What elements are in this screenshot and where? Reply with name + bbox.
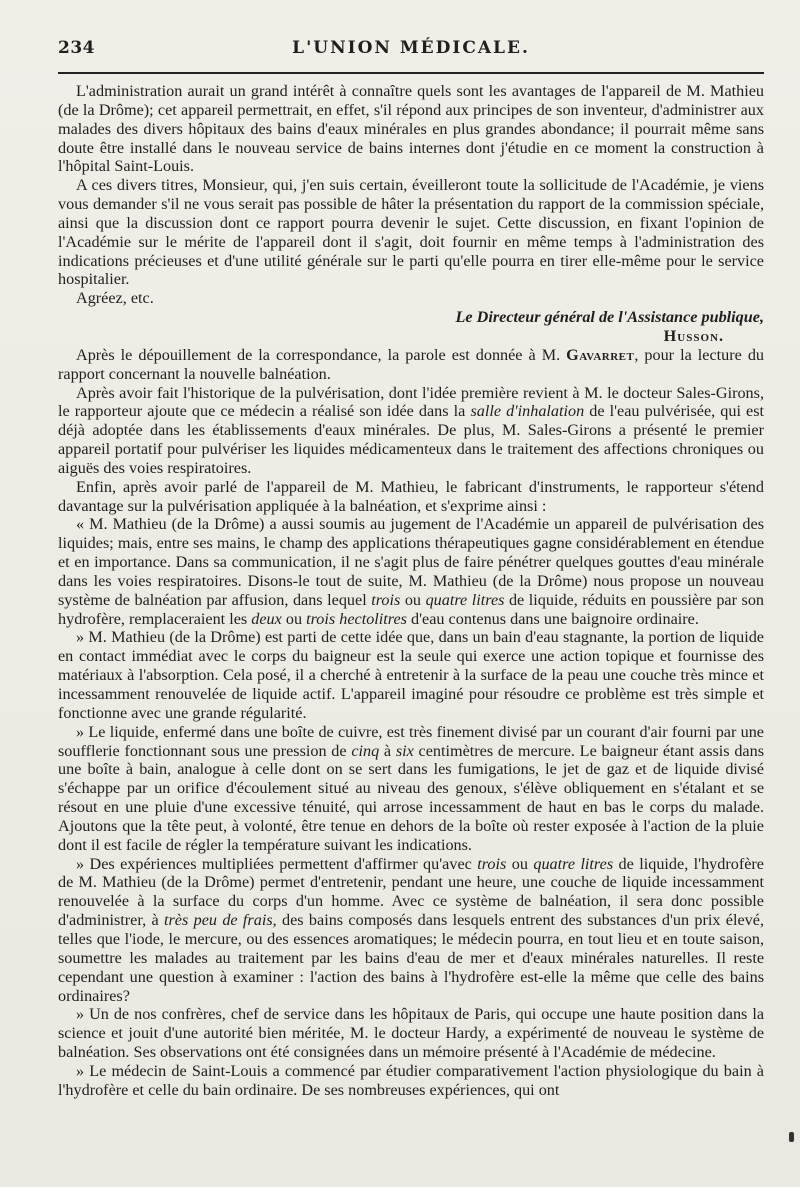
quoted-paragraph [58, 855, 764, 1006]
text-run: » Le liquide, enfermé dans une boîte de cuivre, est très finement divisé par un courant d'air fourni par une soufflerie fonctionnant sous une pression de [58, 722, 764, 760]
speaker-name: Gavarret [566, 345, 635, 364]
text-run: de liquide, l'hydrofère de M. Mathieu (de la Drôme) permet d'entretenir, pendant une heure, une couche de liquide incessamment renouvelée à la surface du corps d'un homme. Avec ce système de balnéation, il sera donc possible d'administrer, à [58, 854, 764, 930]
page-number: 234 [58, 38, 95, 58]
running-head: L'UNION MÉDICALE. [292, 38, 530, 58]
paragraph [58, 384, 764, 478]
emphasis: trois [371, 590, 401, 609]
emphasis: trois [477, 854, 507, 873]
emphasis: trois hectolitres [306, 609, 407, 628]
emphasis: cinq [351, 741, 380, 760]
page-edge-mark [789, 1132, 794, 1142]
signature-name: Husson. [663, 326, 724, 345]
header-rule [58, 72, 764, 74]
text-run: , des bains composés dans lesquels entrent des substances d'un prix élevé, telles que l'iode, le mercure, ou des essences aromatiques; le médecin pourra, en tout lieu et en toute saison, soumettre les malades au traitement par les bains d'eau de mer et d'eaux minérales naturelles. Il reste cependant une question à examiner : l'action des bains à l'hydrofère est-elle la même que celle des bains ordinaires? [58, 911, 764, 1005]
text-run: Après le dépouillement de la correspondance, la parole est donnée à M. [76, 345, 567, 364]
emphasis: salle d'inhalation [470, 402, 585, 421]
text-run: « M. Mathieu (de la Drôme) a aussi soumis au jugement de l'Académie un appareil de pulvérisation des liquides; mais, entre ses mains, le champ des applications thérapeutiques gagne considérablement en étendue et en importance. Dans sa communication, il ne s'agit plus de faire pénétrer quelques gouttes d'eau minérale dans les voies respiratoires. Disons-le tout de suite, M. Mathieu (de la Drôme) nous propose un nouveau système de balnéation par affusion, dans lequel [58, 515, 764, 609]
body-text [58, 82, 764, 308]
quoted-paragraph [58, 723, 764, 855]
text-run: ou [281, 609, 307, 628]
paragraph: A ces divers titres, Monsieur, qui, j'en suis certain, éveilleront toute la sollicitude de l'Académie, je viens vous demander s'il ne vous serait pas possible de hâter la présentation du rapport de la commission spéciale, ainsi que la discussion dont ce rapport pourra devenir le sujet. Cette discussion, en fixant l'opinion de l'Académie sur le mérite de l'appareil dont il s'agit, doit fournir en même temps à l'administration des indications précieuses et d'une utilité générale sur le parti qu'elle pourra en tirer elle-même pour le service hospitalier. [58, 176, 764, 289]
quoted-paragraph: » Un de nos confrères, chef de service dans les hôpitaux de Paris, qui occupe une haute position dans la science et jouit d'une autorité bien méritée, M. le docteur Hardy, a expérimenté de nouveau le système de balnéation. Ses observations ont été consignées dans un mémoire présenté à l'Académie de médecine. [58, 1005, 764, 1062]
emphasis: quatre litres [533, 854, 614, 873]
paragraph-closing: Agréez, etc. [76, 289, 154, 308]
text-run: à [379, 741, 396, 760]
text-run: de liquide, réduits en poussière par son hydrofère, remplaceraient les [58, 590, 765, 628]
text-run: d'eau contenus dans une baignoire ordinaire. [406, 609, 699, 628]
text-run: » Des expériences multipliées permettent d'affirmer qu'avec [76, 854, 478, 873]
paragraph: L'administration aurait un grand intérêt à connaître quels sont les avantages de l'appareil de M. Mathieu (de la Drôme); cet appareil permettrait, en effet, s'il répond aux principes de son inventeur, d'administrer aux malades des divers hôpitaux des bains d'eaux minérales en plus grandes abondance; il pourrait même sans doute être installé dans le nouveau service de bains internes dont j'étudie en ce moment la construction à l'hôpital Saint-Louis. [58, 82, 764, 176]
emphasis: quatre litres [425, 590, 505, 609]
emphasis: six [395, 741, 414, 760]
text-run: centimètres de mercure. Le baigneur étant assis dans une boîte à bain, analogue à celle dont on se sert dans les fumigations, le jet de gaz et de liquide divisé s'échappe par un orifice d'écoulement situé au niveau des genoux, s'élève obliquement en s'étalant et se résout en une pluie d'une excessive ténuité, qui arrose incessamment de haut en bas le corps du malade. Ajoutons que la tête peut, à volonté, être tenue en dehors de la boîte où rester exposée à l'action de la pluie dont il est facile de régler la température suivant les indications. [58, 741, 765, 854]
quoted-paragraph [58, 515, 764, 628]
signature-block [58, 308, 764, 346]
paragraph [58, 346, 764, 384]
quoted-paragraph: » Le médecin de Saint-Louis a commencé par étudier comparativement l'action physiologique du bain à l'hydrofère et celle du bain ordinaire. De ses nombreuses expériences, qui ont [58, 1061, 764, 1099]
text-run: , pour la lecture du rapport concernant la nouvelle balnéation. [58, 345, 765, 383]
emphasis: très peu de frais [164, 911, 273, 930]
quoted-paragraph: » M. Mathieu (de la Drôme) est parti de cette idée que, dans un bain d'eau stagnante, la portion de liquide en contact immédiat avec le corps du baigneur est la seule qui exerce une action topique et fournisse des matériaux à l'absorption. Cela posé, il a cherché à entretenir à la surface de la peau une couche très mince et incessamment renouvelée de liquide actif. L'appareil imaginé pour résoudre ce problème est très simple et fonctionne avec une grande régularité. [58, 628, 764, 722]
text-run: ou [400, 590, 426, 609]
text-run: Après avoir fait l'historique de la pulvérisation, dont l'idée première revient à M. le docteur Sales-Girons, le rapporteur ajoute que ce médecin a réalisé son idée dans la [58, 383, 764, 421]
page-header [58, 38, 764, 70]
text-run: de l'eau pulvérisée, qui est déjà adoptée dans les établissements d'eaux minérales. De plus, M. Sales-Girons a présenté le premier appareil portatif pour pulvériser les liquides médicamenteux dans le traitement des affections chroniques ou aiguës des voies respiratoires. [58, 402, 765, 477]
text-run: ou [506, 854, 534, 873]
signature-title: Le Directeur général de l'Assistance publique, [455, 308, 764, 327]
paragraph: Enfin, après avoir parlé de l'appareil de M. Mathieu, le fabricant d'instruments, le rapporteur s'étend davantage sur la pulvérisation appliquée à la balnéation, et s'exprime ainsi : [58, 477, 764, 515]
emphasis: deux [251, 609, 282, 628]
body-text-continued [58, 346, 764, 1100]
